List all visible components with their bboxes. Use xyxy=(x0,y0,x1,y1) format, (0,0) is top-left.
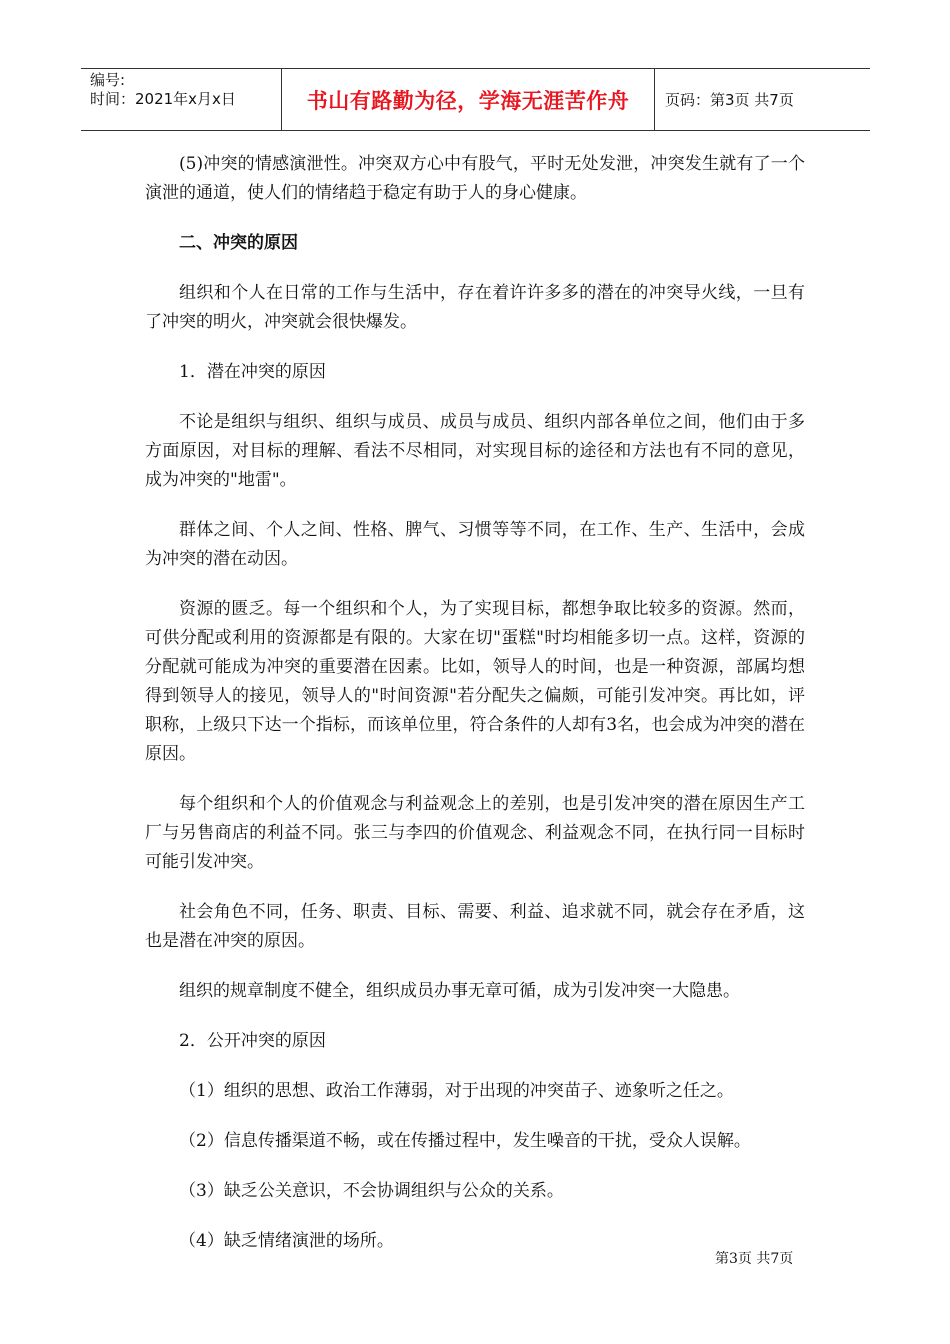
list-item: （4）缺乏情绪演泄的场所。 xyxy=(179,1231,394,1251)
page-footer: 第3页 共7页 xyxy=(715,1251,794,1267)
paragraph: 社会角色不同，任务、职责、目标、需要、利益、追求就不同，就会存在矛盾，这也是潜在冲突的原因。 xyxy=(145,902,805,951)
section-heading: 二、冲突的原因 xyxy=(179,233,298,253)
paragraph: 每个组织和个人的价值观念与利益观念上的差别，也是引发冲突的潜在原因生产工厂与另售商店的利益不同。张三与李四的价值观念、利益观念不同，在执行同一目标时可能引发冲突。 xyxy=(145,794,805,872)
paragraph: (5)冲突的情感演泄性。冲突双方心中有股气，平时无处发泄，冲突发生就有了一个演泄的通道，使人们的情绪趋于稳定有助于人的身心健康。 xyxy=(145,154,805,203)
paragraph: 组织和个人在日常的工作与生活中，存在着许许多多的潜在的冲突导火线，一旦有了冲突的明火，冲突就会很快爆发。 xyxy=(145,283,805,332)
list-item: （2）信息传播渠道不畅，或在传播过程中，发生噪音的干扰，受众人误解。 xyxy=(179,1131,751,1151)
number-label: 编号: xyxy=(90,71,126,89)
paragraph: 资源的匮乏。每一个组织和个人，为了实现目标，都想争取比较多的资源。然而，可供分配或利用的资源都是有限的。大家在切"蛋糕"时均相能多切一点。这样，资源的分配就可能成为冲突的重要潜在因素。比如，领导人的时间，也是一种资源，部属均想得到领导人的接见，领导人的"时间资源"若分配失之偏颇，可能引发冲突。再比如，评职称，上级只下达一个指标，而该单位里，符合条件的人却有3名，也会成为冲突的潜在原因。 xyxy=(145,599,805,764)
paragraph: 不论是组织与组织、组织与成员、成员与成员、组织内部各单位之间，他们由于多方面原因，对目标的理解、看法不尽相同，对实现目标的途径和方法也有不同的意见，成为冲突的"地雷"。 xyxy=(145,412,805,490)
header-motto: 书山有路勤为径，学海无涯苦作舟 xyxy=(282,69,655,130)
page-header xyxy=(81,68,870,131)
subsection-heading: 1．潜在冲突的原因 xyxy=(179,362,326,382)
time-label: 时间：2021年x月x日 xyxy=(90,90,236,108)
document-body xyxy=(145,150,805,1277)
list-item: （1）组织的思想、政治工作薄弱，对于出现的冲突苗子、迹象听之任之。 xyxy=(179,1081,734,1101)
header-page-info: 页码：第3页 共7页 xyxy=(665,91,794,109)
subsection-heading: 2．公开冲突的原因 xyxy=(179,1031,326,1051)
paragraph: 组织的规章制度不健全，组织成员办事无章可循，成为引发冲突一大隐患。 xyxy=(179,981,740,1001)
paragraph: 群体之间、个人之间、性格、脾气、习惯等等不同，在工作、生产、生活中，会成为冲突的潜在动因。 xyxy=(145,520,805,569)
header-meta xyxy=(81,69,282,130)
list-item: （3）缺乏公关意识，不会协调组织与公众的关系。 xyxy=(179,1181,564,1201)
